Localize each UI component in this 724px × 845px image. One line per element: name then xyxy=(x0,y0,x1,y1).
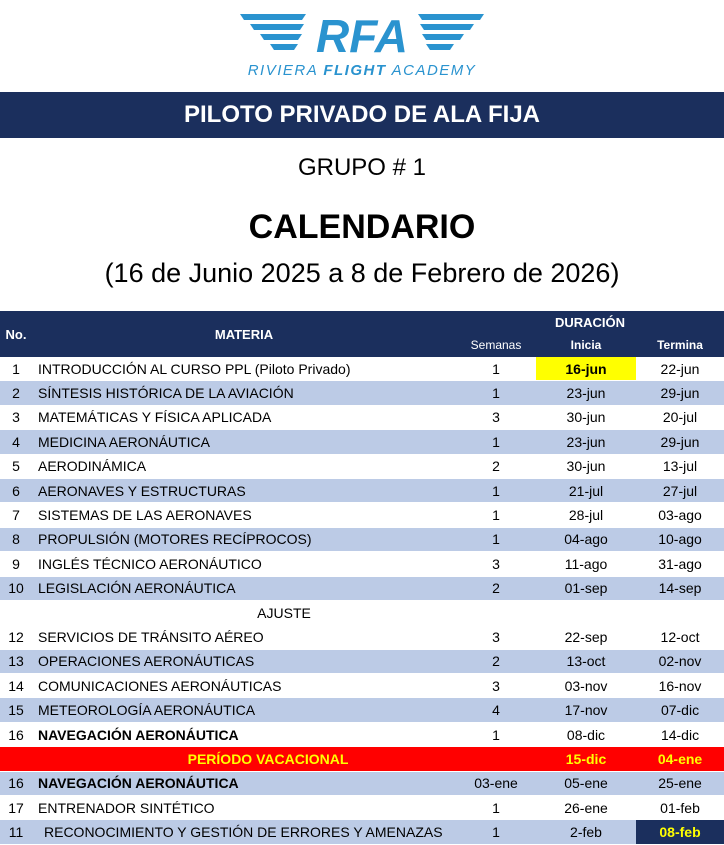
svg-text:RFA: RFA xyxy=(316,10,408,62)
header-duracion: DURACIÓN xyxy=(456,311,724,333)
cell-no: 11 xyxy=(0,820,32,844)
cell-semanas: 1 xyxy=(456,478,536,502)
table-row xyxy=(0,698,724,722)
cell-materia: PROPULSIÓN (MOTORES RECÍPROCOS) xyxy=(32,527,456,551)
cell-inicia: 23-jun xyxy=(536,381,636,405)
cell-termina: 01-feb xyxy=(636,796,724,820)
cell-inicia: 11-ago xyxy=(536,552,636,576)
cell-termina: 04-ene xyxy=(636,747,724,771)
cell-inicia: 04-ago xyxy=(536,527,636,551)
vacation-label: PERÍODO VACACIONAL xyxy=(0,747,536,771)
cell-semanas: 1 xyxy=(456,796,536,820)
table-row xyxy=(0,576,724,600)
cell-semanas: 1 xyxy=(456,381,536,405)
table-row xyxy=(0,478,724,502)
cell-materia: AERONAVES Y ESTRUCTURAS xyxy=(32,478,456,502)
header-semanas: Semanas xyxy=(456,333,536,357)
cell-termina: 29-jun xyxy=(636,381,724,405)
cell-materia: SÍNTESIS HISTÓRICA DE LA AVIACIÓN xyxy=(32,381,456,405)
cell-inicia: 22-sep xyxy=(536,625,636,649)
adjust-row xyxy=(0,600,724,624)
table-row xyxy=(0,674,724,698)
cell-inicia: 30-jun xyxy=(536,405,636,429)
cell-materia: NAVEGACIÓN AERONÁUTICA xyxy=(32,722,456,746)
table-row xyxy=(0,381,724,405)
cell-termina: 29-jun xyxy=(636,430,724,454)
cell-no: 16 xyxy=(0,722,32,746)
cell-no: 8 xyxy=(0,527,32,551)
cell-materia: METEOROLOGÍA AERONÁUTICA xyxy=(32,698,456,722)
cell-semanas: 3 xyxy=(456,552,536,576)
date-range: (16 de Junio 2025 a 8 de Febrero de 2026) xyxy=(104,258,620,288)
cell-inicia: 17-nov xyxy=(536,698,636,722)
cell-no: 10 xyxy=(0,576,32,600)
cell-termina: 02-nov xyxy=(636,649,724,673)
cell-inicia: 30-jun xyxy=(536,454,636,478)
cell-materia: RECONOCIMIENTO Y GESTIÓN DE ERRORES Y AMENAZAS xyxy=(32,820,456,844)
cell-termina: 12-oct xyxy=(636,625,724,649)
cell-no: 4 xyxy=(0,430,32,454)
cell-termina: 22-jun xyxy=(636,357,724,381)
cell-no: 12 xyxy=(0,625,32,649)
cell-materia: OPERACIONES AERONÁUTICAS xyxy=(32,649,456,673)
table-row xyxy=(0,430,724,454)
cell-semanas: 1 xyxy=(456,357,536,381)
table-row xyxy=(0,527,724,551)
cell-termina: 20-jul xyxy=(636,405,724,429)
table-row xyxy=(0,625,724,649)
vacation-row xyxy=(0,747,724,771)
cell-no: 17 xyxy=(0,796,32,820)
cell-no: 2 xyxy=(0,381,32,405)
cell-semanas: 1 xyxy=(456,820,536,844)
cell-materia: ENTRENADOR SINTÉTICO xyxy=(32,796,456,820)
table-row xyxy=(0,454,724,478)
table-row xyxy=(0,796,724,820)
cell-semanas: 1 xyxy=(456,503,536,527)
calendar-table xyxy=(0,311,724,845)
cell-materia: INTRODUCCIÓN AL CURSO PPL (Piloto Privado) xyxy=(32,357,456,381)
cell-no: 16 xyxy=(0,771,32,795)
cell-no: 13 xyxy=(0,649,32,673)
cell-termina: 08-feb xyxy=(636,820,724,844)
cell-semanas: 1 xyxy=(456,430,536,454)
academy-name: RIVIERA FLIGHT ACADEMY xyxy=(247,62,477,79)
cell-inicia: 23-jun xyxy=(536,430,636,454)
cell-materia: MEDICINA AERONÁUTICA xyxy=(32,430,456,454)
table-row xyxy=(0,503,724,527)
header-materia: MATERIA xyxy=(32,311,456,357)
cell-inicia: 26-ene xyxy=(536,796,636,820)
logo xyxy=(0,0,724,88)
cell-no: 3 xyxy=(0,405,32,429)
cell-semanas: 3 xyxy=(456,405,536,429)
cell-materia: INGLÉS TÉCNICO AERONÁUTICO xyxy=(32,552,456,576)
table-row xyxy=(0,771,724,795)
course-banner: PILOTO PRIVADO DE ALA FIJA xyxy=(0,92,724,138)
cell-inicia: 21-jul xyxy=(536,478,636,502)
cell-termina: 07-dic xyxy=(636,698,724,722)
cell-inicia: 2-feb xyxy=(536,820,636,844)
cell-semanas: 3 xyxy=(456,674,536,698)
cell-termina: 10-ago xyxy=(636,527,724,551)
table-row xyxy=(0,649,724,673)
cell-inicia: 08-dic xyxy=(536,722,636,746)
cell-inicia: 13-oct xyxy=(536,649,636,673)
cell-semanas: 4 xyxy=(456,698,536,722)
cell-termina: 13-jul xyxy=(636,454,724,478)
cell-inicia: 28-jul xyxy=(536,503,636,527)
cell-materia: COMUNICACIONES AERONÁUTICAS xyxy=(32,674,456,698)
cell-termina: 25-ene xyxy=(636,771,724,795)
cell-inicia: 15-dic xyxy=(536,747,636,771)
header-inicia: Inicia xyxy=(536,333,636,357)
page-title: CALENDARIO xyxy=(248,208,476,246)
cell-semanas: 1 xyxy=(456,527,536,551)
cell-no: 1 xyxy=(0,357,32,381)
cell-no: 5 xyxy=(0,454,32,478)
table-row xyxy=(0,357,724,381)
header-no: No. xyxy=(0,311,32,357)
cell-inicia: 01-sep xyxy=(536,576,636,600)
cell-termina: 03-ago xyxy=(636,503,724,527)
cell-no: 9 xyxy=(0,552,32,576)
rfa-wings-logo-icon xyxy=(236,8,488,66)
cell-materia: LEGISLACIÓN AERONÁUTICA xyxy=(32,576,456,600)
cell-materia: SERVICIOS DE TRÁNSITO AÉREO xyxy=(32,625,456,649)
table-row xyxy=(0,552,724,576)
cell-semanas: 1 xyxy=(456,722,536,746)
cell-semanas: 3 xyxy=(456,625,536,649)
cell-semanas: 03-ene xyxy=(456,771,536,795)
cell-no: 14 xyxy=(0,674,32,698)
cell-inicia: 03-nov xyxy=(536,674,636,698)
adjust-label: AJUSTE xyxy=(32,600,536,624)
cell-termina: 14-dic xyxy=(636,722,724,746)
cell-no: 7 xyxy=(0,503,32,527)
table-row xyxy=(0,405,724,429)
cell-semanas: 2 xyxy=(456,649,536,673)
cell-materia: NAVEGACIÓN AERONÁUTICA xyxy=(32,771,456,795)
cell-inicia: 05-ene xyxy=(536,771,636,795)
header-termina: Termina xyxy=(636,333,724,357)
table-row xyxy=(0,722,724,746)
cell-materia: AERODINÁMICA xyxy=(32,454,456,478)
cell-termina: 14-sep xyxy=(636,576,724,600)
cell-materia: MATEMÁTICAS Y FÍSICA APLICADA xyxy=(32,405,456,429)
cell-materia: SISTEMAS DE LAS AERONAVES xyxy=(32,503,456,527)
cell-termina: 31-ago xyxy=(636,552,724,576)
cell-termina: 27-jul xyxy=(636,478,724,502)
cell-semanas: 2 xyxy=(456,576,536,600)
table-row xyxy=(0,820,724,844)
cell-no: 15 xyxy=(0,698,32,722)
cell-termina: 16-nov xyxy=(636,674,724,698)
cell-semanas: 2 xyxy=(456,454,536,478)
group-label: GRUPO # 1 xyxy=(297,154,427,181)
cell-no: 6 xyxy=(0,478,32,502)
cell-inicia: 16-jun xyxy=(536,357,636,381)
